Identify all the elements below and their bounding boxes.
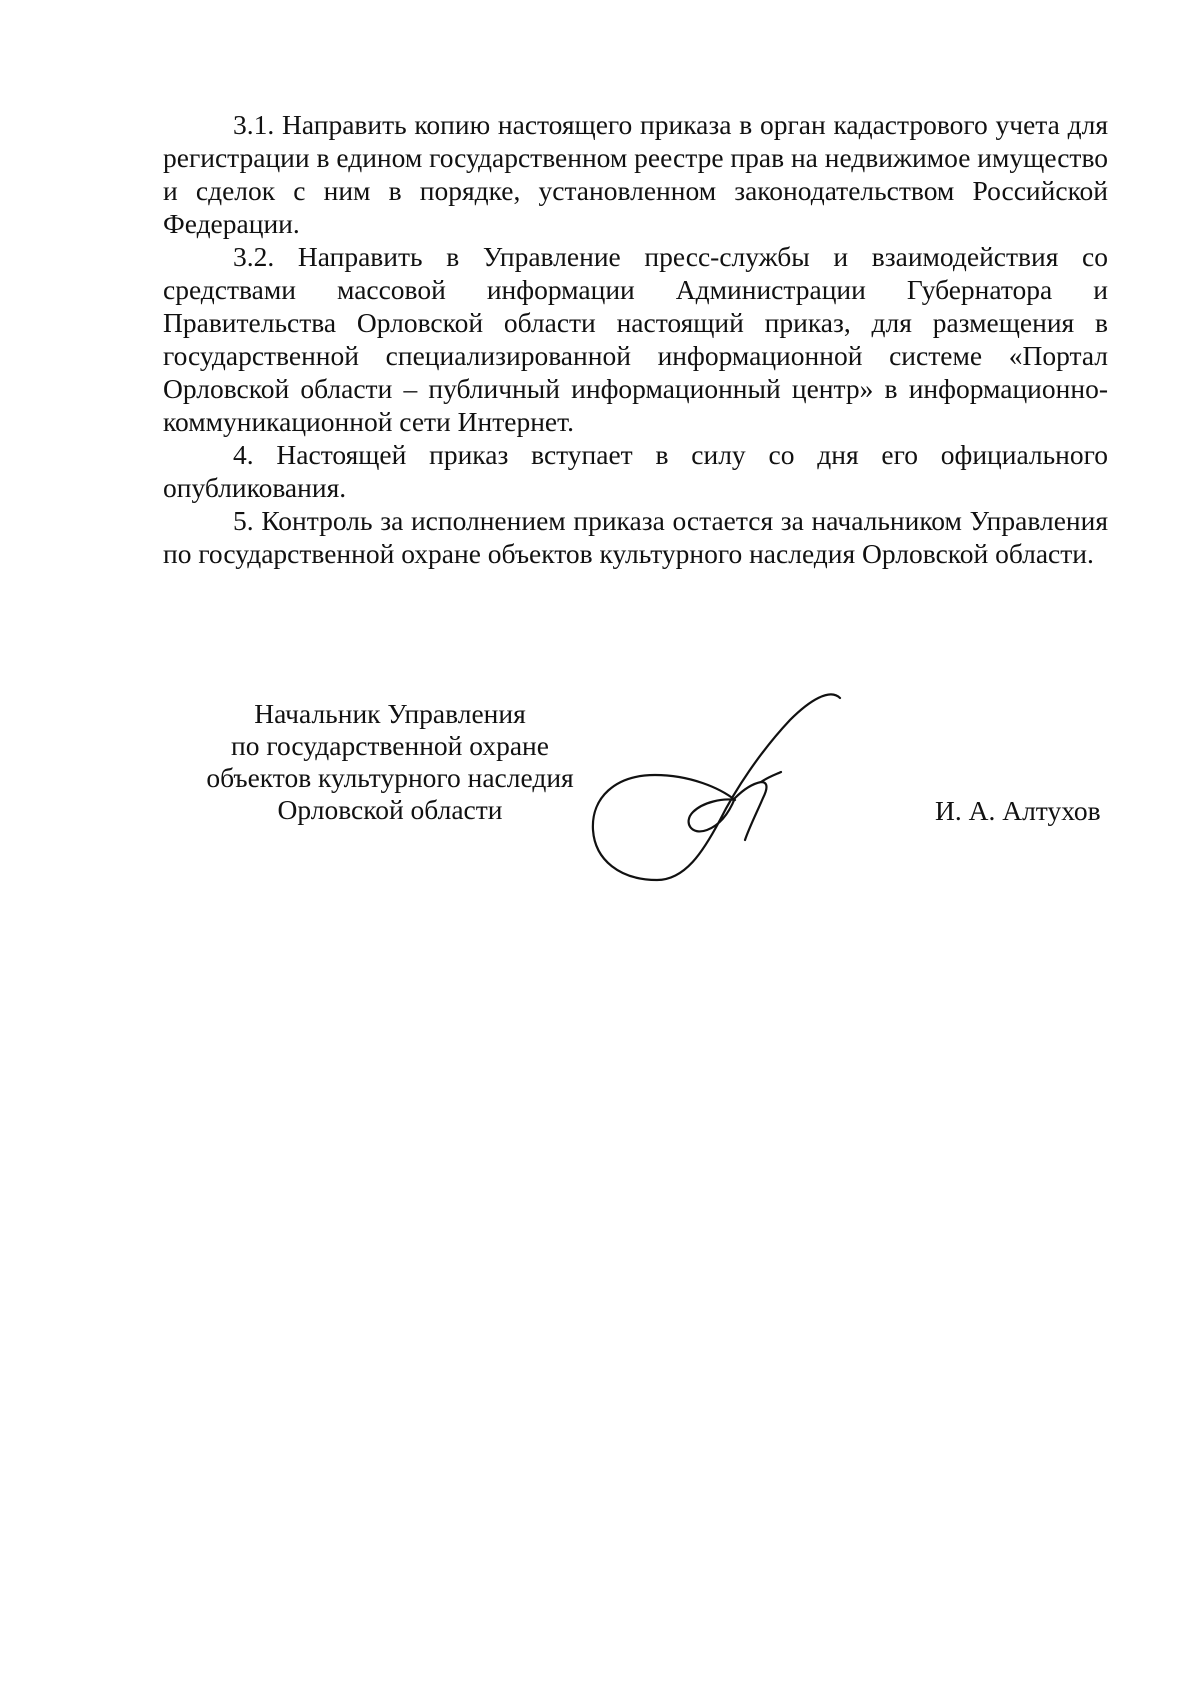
signatory-name: И. А. Алтухов <box>935 795 1101 826</box>
signatory-title-line: объектов культурного наследия <box>206 762 574 793</box>
handwritten-signature <box>585 680 865 890</box>
signatory-title-line: по государственной охране <box>231 730 549 761</box>
document-body <box>163 108 1108 570</box>
signatory-title <box>170 698 610 826</box>
paragraph-3-1: 3.1. Направить копию настоящего приказа в орган кадастрового учета для регистрации в едином государственном реестре прав на недвижимое имущество и сделок с ним в порядке, установленном законодательством Российской Федерации. <box>163 109 1108 239</box>
signatory-title-line: Орловской области <box>277 794 503 825</box>
paragraph-5: 5. Контроль за исполнением приказа остается за начальником Управления по государственной охране объектов культурного наследия Орловской области. <box>163 505 1108 569</box>
paragraph-4: 4. Настоящей приказ вступает в силу со дня его официального опубликования. <box>163 439 1108 503</box>
paragraph-3-2: 3.2. Направить в Управление пресс-службы и взаимодействия со средствами массовой информации Администрации Губернатора и Правительства Орловской области настоящий приказ, для размещения в государственной специализированной информационной системе «Портал Орловской области – публичный информационный центр» в информационно-коммуникационной сети Интернет. <box>163 241 1108 437</box>
signatory-title-line: Начальник Управления <box>254 698 526 729</box>
